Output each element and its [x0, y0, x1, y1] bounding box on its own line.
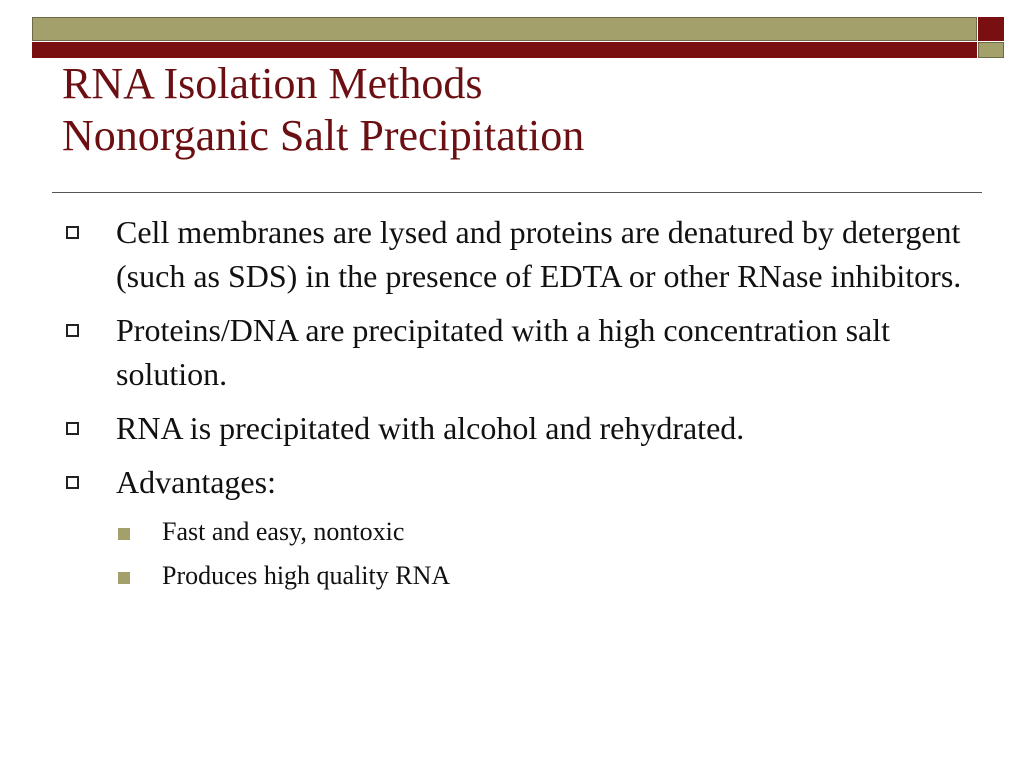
bullet-item — [62, 308, 972, 396]
slide-title — [62, 58, 982, 162]
sub-bullet-text: Produces high quality RNA — [162, 561, 451, 590]
slide-body — [62, 210, 972, 602]
bullet-text: Cell membranes are lysed and proteins are denatured by detergent (such as SDS) in the presence of EDTA or other RNase inhibitors. — [116, 214, 962, 294]
sub-bullet-item — [62, 558, 972, 594]
title-divider — [52, 192, 982, 193]
bullet-text: Advantages: — [116, 464, 276, 500]
header-olive-bar — [32, 17, 977, 41]
filled-square-bullet-icon — [118, 528, 130, 540]
sub-bullet-item — [62, 514, 972, 550]
bullet-text: Proteins/DNA are precipitated with a high concentration salt solution. — [116, 312, 890, 392]
hollow-square-bullet-icon — [66, 226, 79, 239]
hollow-square-bullet-icon — [66, 422, 79, 435]
title-line-1: RNA Isolation Methods — [62, 59, 483, 108]
hollow-square-bullet-icon — [66, 476, 79, 489]
bullet-item — [62, 406, 972, 450]
filled-square-bullet-icon — [118, 572, 130, 584]
bullet-item — [62, 460, 972, 504]
header-olive-square — [978, 42, 1004, 58]
bullet-text: RNA is precipitated with alcohol and rehydrated. — [116, 410, 745, 446]
title-line-2: Nonorganic Salt Precipitation — [62, 111, 585, 160]
sub-bullet-text: Fast and easy, nontoxic — [162, 517, 405, 546]
header-maroon-square — [978, 17, 1004, 41]
hollow-square-bullet-icon — [66, 324, 79, 337]
header-maroon-bar — [32, 42, 977, 58]
bullet-item — [62, 210, 972, 298]
